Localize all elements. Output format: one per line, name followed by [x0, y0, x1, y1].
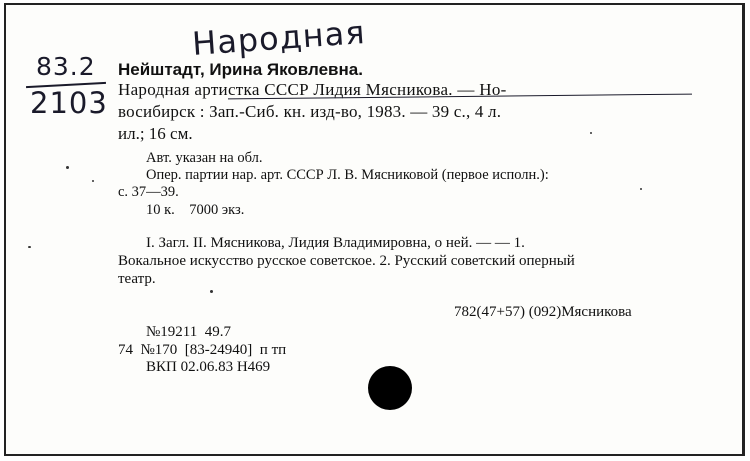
note-author: Авт. указан на обл. [146, 150, 263, 166]
handwritten-title: Народная [190, 12, 367, 64]
tracing-line-2: Вокальное искусство русское советское. 2. Русский советский оперный [118, 253, 575, 269]
title-line-1: Народная артистка СССР Лидия Мясникова. — Но- [118, 80, 507, 99]
speck [28, 246, 31, 248]
note-opera-parts-2: с. 37—39. [118, 184, 179, 200]
speck [640, 188, 642, 190]
classification-code: 782(47+57) (092)Мясникова [454, 304, 632, 320]
note-opera-parts-1: Опер. партии нар. арт. СССР Л. В. Мясниковой (первое исполн.): [146, 167, 549, 183]
card-number: №19211 49.7 [146, 324, 232, 340]
handwritten-shelf-mark-bottom: 2103 [30, 86, 108, 120]
price-run: 10 к. 7000 экз. [146, 202, 245, 218]
speck [66, 166, 69, 169]
speck [590, 132, 592, 134]
vkp-line: ВКП 02.06.83 Н469 [146, 359, 271, 375]
title-line-3: ил.; 16 см. [118, 124, 193, 143]
title-line-2: восибирск : Зап.-Сиб. кн. изд-во, 1983. — 39 с., 4 л. [118, 102, 502, 121]
author-heading: Нейштадт, Ирина Яковлевна. [118, 60, 363, 79]
handwritten-shelf-mark-top: 83.2 [36, 52, 96, 81]
order-line: 74 №170 [83-24940] п тп [118, 342, 287, 358]
speck [92, 180, 94, 182]
speck [210, 290, 213, 293]
tracing-line-3: театр. [118, 271, 156, 287]
tracing-line-1: I. Загл. II. Мясникова, Лидия Владимировна, о ней. — — 1. [146, 235, 525, 251]
punch-hole [368, 366, 412, 410]
